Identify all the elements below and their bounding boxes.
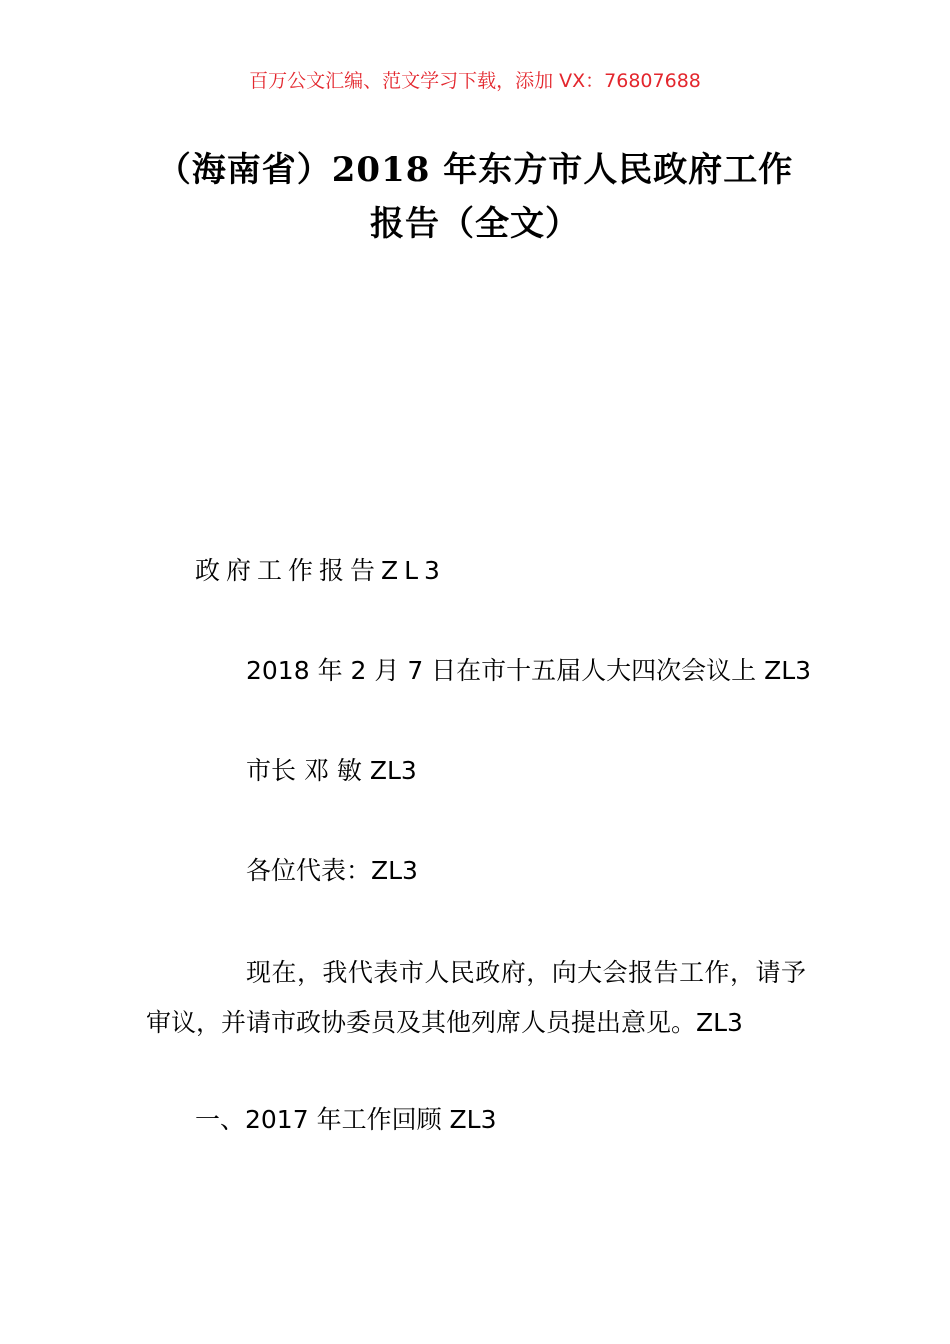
header-note: 百万公文汇编、范文学习下载，添加 VX：76807688 (249, 70, 701, 92)
document-title: （海南省）2018 年东方市人民政府工作报告（全文） (156, 150, 794, 244)
report-subtitle: 政府工作报告ZL3 (195, 556, 446, 585)
intro-paragraph: 现在，我代表市人民政府，向大会报告工作，请予审议，并请市政协委员及其他列席人员提出意见。ZL3 (146, 958, 806, 1037)
meeting-date-line: 2018 年 2 月 7 日在市十五届人大四次会议上 ZL3 (246, 656, 812, 685)
greeting-line: 各位代表：ZL3 (246, 856, 418, 885)
speaker-line: 市长 邓 敏 ZL3 (246, 756, 417, 785)
section-heading: 一、2017 年工作回顾 ZL3 (195, 1105, 497, 1134)
